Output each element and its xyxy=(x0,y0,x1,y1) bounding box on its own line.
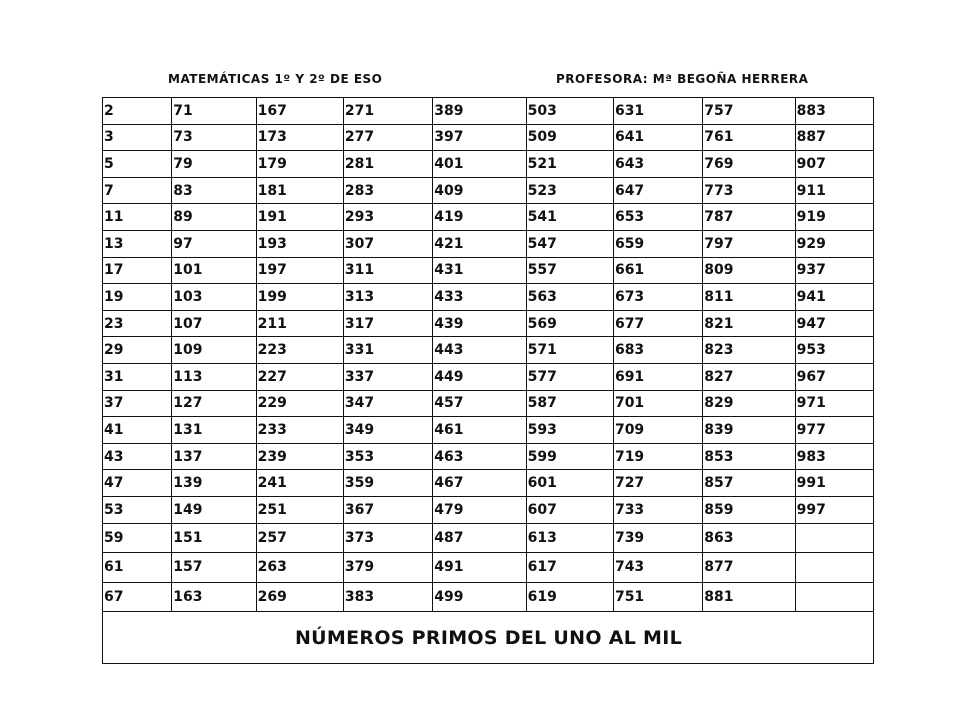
prime-cell: 449 xyxy=(433,363,526,390)
prime-cell: 61 xyxy=(103,553,172,583)
prime-cell: 409 xyxy=(433,177,526,204)
prime-cell: 151 xyxy=(172,523,256,553)
prime-cell: 281 xyxy=(343,151,432,178)
prime-cell: 7 xyxy=(103,177,172,204)
prime-cell: 89 xyxy=(172,204,256,231)
prime-cell: 307 xyxy=(343,230,432,257)
footer-row xyxy=(103,612,874,664)
prime-cell: 823 xyxy=(703,337,795,364)
prime-cell: 839 xyxy=(703,417,795,444)
prime-cell: 827 xyxy=(703,363,795,390)
table-row xyxy=(103,496,874,523)
prime-cell: 971 xyxy=(795,390,873,417)
table-footer-title: NÚMEROS PRIMOS DEL UNO AL MIL xyxy=(103,612,874,664)
prime-cell: 659 xyxy=(613,230,702,257)
course-title: MATEMÁTICAS 1º Y 2º DE ESO xyxy=(168,72,383,86)
prime-cell: 5 xyxy=(103,151,172,178)
prime-cell: 757 xyxy=(703,98,795,125)
prime-cell: 71 xyxy=(172,98,256,125)
primes-table xyxy=(102,97,874,664)
prime-cell: 991 xyxy=(795,470,873,497)
table-row xyxy=(103,98,874,125)
prime-cell: 883 xyxy=(795,98,873,125)
prime-cell: 137 xyxy=(172,443,256,470)
prime-cell: 109 xyxy=(172,337,256,364)
prime-cell: 743 xyxy=(613,553,702,583)
prime-cell: 317 xyxy=(343,310,432,337)
table-row xyxy=(103,582,874,612)
prime-cell: 229 xyxy=(256,390,343,417)
prime-cell: 17 xyxy=(103,257,172,284)
prime-cell: 821 xyxy=(703,310,795,337)
prime-cell: 79 xyxy=(172,151,256,178)
prime-cell: 353 xyxy=(343,443,432,470)
prime-cell xyxy=(795,523,873,553)
prime-cell: 19 xyxy=(103,284,172,311)
prime-cell: 313 xyxy=(343,284,432,311)
prime-cell: 23 xyxy=(103,310,172,337)
prime-cell: 367 xyxy=(343,496,432,523)
prime-cell: 293 xyxy=(343,204,432,231)
prime-cell: 523 xyxy=(526,177,613,204)
prime-cell: 163 xyxy=(172,582,256,612)
prime-cell: 43 xyxy=(103,443,172,470)
prime-cell: 607 xyxy=(526,496,613,523)
prime-cell: 181 xyxy=(256,177,343,204)
prime-cell xyxy=(795,582,873,612)
table-row xyxy=(103,204,874,231)
prime-cell: 97 xyxy=(172,230,256,257)
prime-cell: 199 xyxy=(256,284,343,311)
prime-cell: 487 xyxy=(433,523,526,553)
table-row xyxy=(103,337,874,364)
prime-cell: 601 xyxy=(526,470,613,497)
prime-cell: 503 xyxy=(526,98,613,125)
prime-cell: 331 xyxy=(343,337,432,364)
prime-cell: 389 xyxy=(433,98,526,125)
prime-cell: 859 xyxy=(703,496,795,523)
prime-cell: 47 xyxy=(103,470,172,497)
prime-cell: 401 xyxy=(433,151,526,178)
prime-cell: 643 xyxy=(613,151,702,178)
prime-cell: 929 xyxy=(795,230,873,257)
prime-cell: 479 xyxy=(433,496,526,523)
table-row xyxy=(103,284,874,311)
prime-cell: 593 xyxy=(526,417,613,444)
prime-cell: 887 xyxy=(795,124,873,151)
prime-cell: 557 xyxy=(526,257,613,284)
prime-cell: 733 xyxy=(613,496,702,523)
prime-cell: 443 xyxy=(433,337,526,364)
prime-cell xyxy=(795,553,873,583)
prime-cell: 739 xyxy=(613,523,702,553)
prime-cell: 431 xyxy=(433,257,526,284)
prime-cell: 691 xyxy=(613,363,702,390)
prime-cell: 239 xyxy=(256,443,343,470)
prime-cell: 977 xyxy=(795,417,873,444)
prime-cell: 277 xyxy=(343,124,432,151)
prime-cell: 617 xyxy=(526,553,613,583)
prime-cell: 599 xyxy=(526,443,613,470)
prime-cell: 563 xyxy=(526,284,613,311)
prime-cell: 139 xyxy=(172,470,256,497)
prime-cell: 647 xyxy=(613,177,702,204)
prime-cell: 3 xyxy=(103,124,172,151)
prime-cell: 433 xyxy=(433,284,526,311)
prime-cell: 31 xyxy=(103,363,172,390)
prime-cell: 571 xyxy=(526,337,613,364)
prime-cell: 577 xyxy=(526,363,613,390)
prime-cell: 59 xyxy=(103,523,172,553)
table-row xyxy=(103,443,874,470)
prime-cell: 653 xyxy=(613,204,702,231)
prime-cell: 491 xyxy=(433,553,526,583)
prime-cell: 881 xyxy=(703,582,795,612)
prime-cell: 383 xyxy=(343,582,432,612)
prime-cell: 509 xyxy=(526,124,613,151)
prime-cell: 911 xyxy=(795,177,873,204)
prime-cell: 197 xyxy=(256,257,343,284)
prime-cell: 131 xyxy=(172,417,256,444)
prime-cell: 797 xyxy=(703,230,795,257)
teacher-name: PROFESORA: Mª BEGOÑA HERRERA xyxy=(556,72,809,86)
prime-cell: 101 xyxy=(172,257,256,284)
prime-cell: 157 xyxy=(172,553,256,583)
prime-cell: 421 xyxy=(433,230,526,257)
prime-cell: 211 xyxy=(256,310,343,337)
prime-cell: 37 xyxy=(103,390,172,417)
prime-cell: 631 xyxy=(613,98,702,125)
prime-cell: 727 xyxy=(613,470,702,497)
prime-cell: 257 xyxy=(256,523,343,553)
prime-cell: 499 xyxy=(433,582,526,612)
prime-cell: 29 xyxy=(103,337,172,364)
prime-cell: 613 xyxy=(526,523,613,553)
prime-cell: 919 xyxy=(795,204,873,231)
prime-cell: 73 xyxy=(172,124,256,151)
prime-cell: 223 xyxy=(256,337,343,364)
table-row xyxy=(103,363,874,390)
prime-cell: 877 xyxy=(703,553,795,583)
table-row xyxy=(103,310,874,337)
prime-cell: 809 xyxy=(703,257,795,284)
prime-cell: 263 xyxy=(256,553,343,583)
prime-cell: 241 xyxy=(256,470,343,497)
prime-cell: 587 xyxy=(526,390,613,417)
prime-cell: 857 xyxy=(703,470,795,497)
prime-cell: 11 xyxy=(103,204,172,231)
prime-cell: 149 xyxy=(172,496,256,523)
table-row xyxy=(103,390,874,417)
prime-cell: 67 xyxy=(103,582,172,612)
prime-cell: 683 xyxy=(613,337,702,364)
prime-cell: 947 xyxy=(795,310,873,337)
table-row xyxy=(103,177,874,204)
prime-cell: 661 xyxy=(613,257,702,284)
table-row xyxy=(103,417,874,444)
prime-cell: 173 xyxy=(256,124,343,151)
prime-cell: 709 xyxy=(613,417,702,444)
prime-cell: 359 xyxy=(343,470,432,497)
prime-cell: 227 xyxy=(256,363,343,390)
prime-cell: 751 xyxy=(613,582,702,612)
table-row xyxy=(103,124,874,151)
prime-cell: 967 xyxy=(795,363,873,390)
prime-cell: 103 xyxy=(172,284,256,311)
prime-cell: 547 xyxy=(526,230,613,257)
prime-cell: 397 xyxy=(433,124,526,151)
prime-cell: 457 xyxy=(433,390,526,417)
prime-cell: 269 xyxy=(256,582,343,612)
prime-cell: 167 xyxy=(256,98,343,125)
prime-cell: 673 xyxy=(613,284,702,311)
prime-cell: 179 xyxy=(256,151,343,178)
table-row xyxy=(103,523,874,553)
prime-cell: 829 xyxy=(703,390,795,417)
prime-cell: 283 xyxy=(343,177,432,204)
prime-cell: 997 xyxy=(795,496,873,523)
table-row xyxy=(103,553,874,583)
prime-cell: 619 xyxy=(526,582,613,612)
table-row xyxy=(103,230,874,257)
table-row xyxy=(103,470,874,497)
prime-cell: 773 xyxy=(703,177,795,204)
prime-cell: 419 xyxy=(433,204,526,231)
prime-cell: 193 xyxy=(256,230,343,257)
prime-cell: 373 xyxy=(343,523,432,553)
prime-cell: 677 xyxy=(613,310,702,337)
prime-cell: 761 xyxy=(703,124,795,151)
prime-cell: 251 xyxy=(256,496,343,523)
prime-cell: 941 xyxy=(795,284,873,311)
prime-cell: 863 xyxy=(703,523,795,553)
prime-cell: 769 xyxy=(703,151,795,178)
prime-cell: 461 xyxy=(433,417,526,444)
prime-cell: 53 xyxy=(103,496,172,523)
prime-cell: 83 xyxy=(172,177,256,204)
prime-cell: 191 xyxy=(256,204,343,231)
prime-cell: 439 xyxy=(433,310,526,337)
prime-cell: 347 xyxy=(343,390,432,417)
prime-cell: 379 xyxy=(343,553,432,583)
prime-cell: 541 xyxy=(526,204,613,231)
prime-cell: 701 xyxy=(613,390,702,417)
prime-cell: 113 xyxy=(172,363,256,390)
prime-cell: 937 xyxy=(795,257,873,284)
table-row xyxy=(103,151,874,178)
prime-cell: 983 xyxy=(795,443,873,470)
prime-cell: 521 xyxy=(526,151,613,178)
prime-cell: 127 xyxy=(172,390,256,417)
prime-cell: 337 xyxy=(343,363,432,390)
prime-cell: 233 xyxy=(256,417,343,444)
prime-cell: 349 xyxy=(343,417,432,444)
prime-cell: 13 xyxy=(103,230,172,257)
prime-cell: 311 xyxy=(343,257,432,284)
prime-cell: 41 xyxy=(103,417,172,444)
prime-cell: 271 xyxy=(343,98,432,125)
prime-cell: 467 xyxy=(433,470,526,497)
prime-cell: 641 xyxy=(613,124,702,151)
prime-cell: 463 xyxy=(433,443,526,470)
prime-cell: 811 xyxy=(703,284,795,311)
table-row xyxy=(103,257,874,284)
prime-cell: 107 xyxy=(172,310,256,337)
prime-cell: 853 xyxy=(703,443,795,470)
prime-cell: 719 xyxy=(613,443,702,470)
prime-cell: 953 xyxy=(795,337,873,364)
prime-cell: 787 xyxy=(703,204,795,231)
prime-cell: 2 xyxy=(103,98,172,125)
prime-cell: 907 xyxy=(795,151,873,178)
primes-table-body xyxy=(103,98,874,664)
prime-cell: 569 xyxy=(526,310,613,337)
